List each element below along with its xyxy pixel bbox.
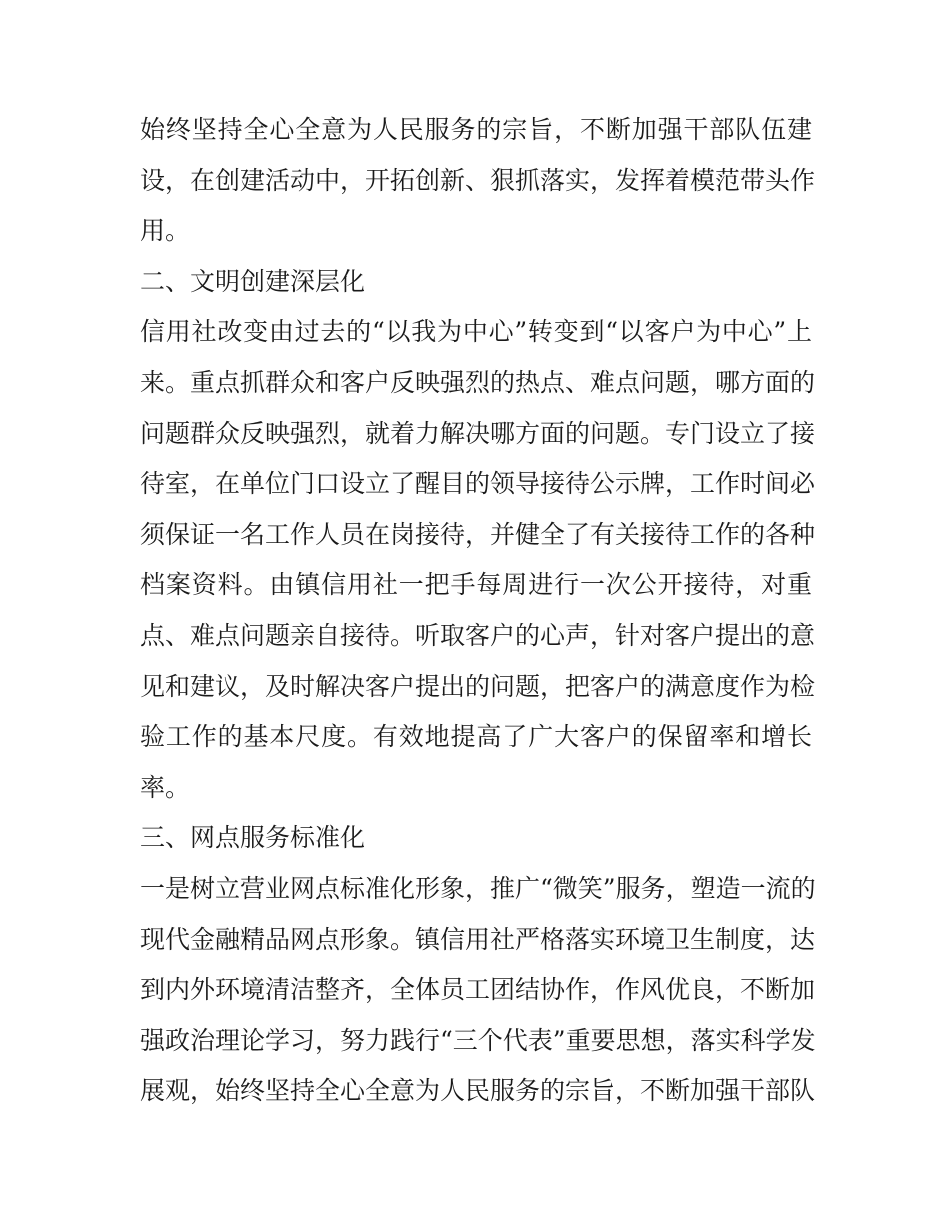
text-line: 用。: [140, 216, 191, 246]
text-line: 展观，始终坚持全心全意为人民服务的宗旨，不断加强干部队: [140, 1076, 816, 1106]
text-line: 到内外环境清洁整齐，全体员工团结协作，作风优良，不断加: [140, 975, 816, 1005]
text-line: 待室，在单位门口设立了醒目的领导接待公示牌，工作时间必: [140, 469, 816, 499]
text-line: 验工作的基本尺度。有效地提高了广大客户的保留率和增长: [140, 722, 812, 752]
text-line: 强政治理论学习，努力践行“三个代表”重要思想，落实科学发: [140, 1025, 816, 1055]
text-line: 一是树立营业网点标准化形象，推广“微笑”服务，塑造一流的: [140, 873, 816, 903]
text-line: 始终坚持全心全意为人民服务的宗旨，不断加强干部队伍建: [140, 115, 812, 144]
text-line: 来。重点抓群众和客户反映强烈的热点、难点问题，哪方面的: [140, 367, 816, 397]
section-heading: 二、文明创建深层化: [140, 266, 366, 296]
text-line: 现代金融精品网点形象。镇信用社严格落实环境卫生制度，达: [140, 924, 816, 954]
text-line: 设，在创建活动中，开拓创新、狠抓落实，发挥着模范带头作: [140, 165, 816, 195]
text-line: 率。: [140, 772, 191, 802]
text-line: 问题群众反映强烈，就着力解决哪方面的问题。专门设立了接: [140, 418, 816, 448]
text-line: 信用社改变由过去的“以我为中心”转变到“以客户为中心”上: [140, 317, 812, 347]
text-line: 见和建议，及时解决客户提出的问题，把客户的满意度作为检: [140, 671, 816, 701]
text-line: 须保证一名工作人员在岗接待，并健全了有关接待工作的各种: [140, 519, 816, 549]
section-heading: 三、网点服务标准化: [140, 823, 366, 853]
document-body: [140, 105, 816, 1117]
text-line: 点、难点问题亲自接待。听取客户的心声，针对客户提出的意: [140, 620, 816, 650]
text-line: 档案资料。由镇信用社一把手每周进行一次公开接待，对重: [140, 570, 812, 600]
